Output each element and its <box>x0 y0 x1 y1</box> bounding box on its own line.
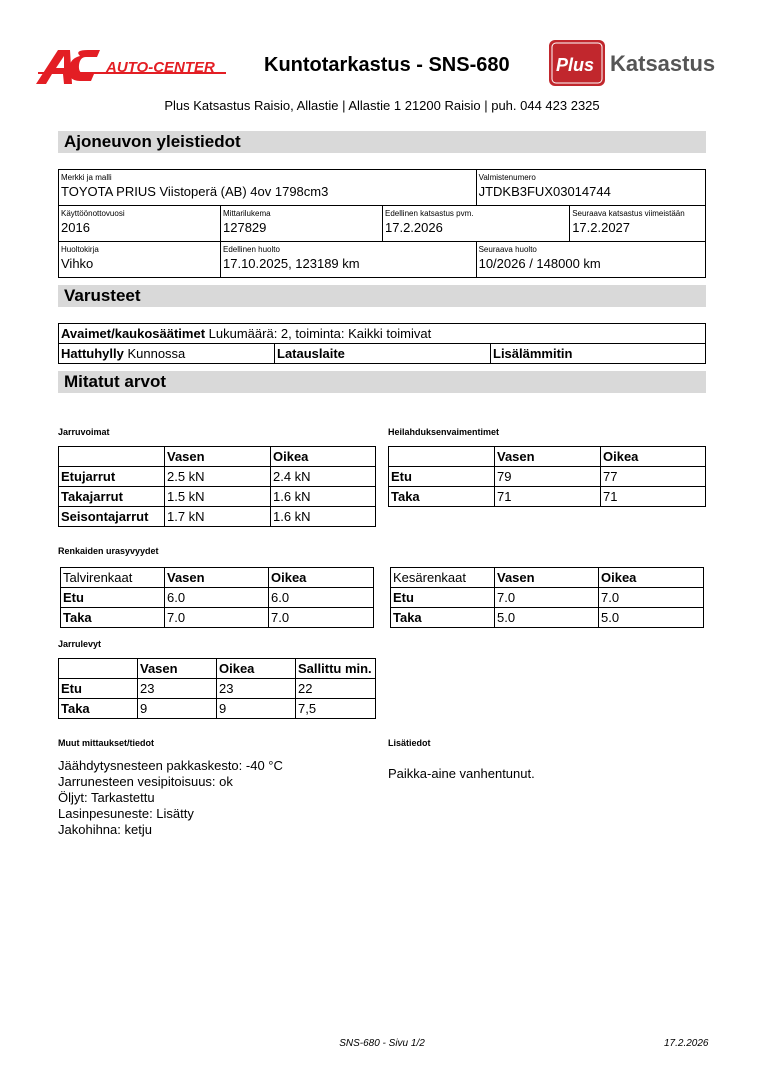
section-title-general: Ajoneuvon yleistiedot <box>58 131 706 153</box>
table-row: Takajarrut 1.5 kN 1.6 kN <box>59 487 376 507</box>
last-inspection-value: 17.2.2026 <box>385 220 443 235</box>
year-value: 2016 <box>61 220 90 235</box>
general-info-table <box>58 169 706 278</box>
list-item: Öljyt: Tarkastettu <box>58 790 155 805</box>
next-service-label: Seuraava huolto <box>478 245 537 254</box>
list-item: Jarrunesteen vesipitoisuus: ok <box>58 774 233 789</box>
cell-service-book <box>59 242 221 278</box>
summer-col-right: Oikea <box>599 568 704 588</box>
charger-cell <box>275 344 491 364</box>
tires-title: Renkaiden urasyvyydet <box>58 546 159 556</box>
keys-value: Lukumäärä: 2, toiminta: Kaikki toimivat <box>208 326 432 341</box>
other-list <box>58 758 283 838</box>
next-service-value: 10/2026 / 148000 km <box>478 256 601 271</box>
shocks-col-right: Oikea <box>601 447 706 467</box>
odometer-value: 127829 <box>223 220 267 235</box>
cell-next-service <box>476 242 705 278</box>
table-row: Taka 5.0 5.0 <box>391 608 704 628</box>
shocks-col-left: Vasen <box>495 447 601 467</box>
cell-next-inspection <box>570 206 706 242</box>
table-row: Taka 71 71 <box>389 487 706 507</box>
service-book-value: Vihko <box>61 256 94 271</box>
cell-last-inspection <box>383 206 570 242</box>
table-row: Etu 6.0 6.0 <box>61 588 374 608</box>
winter-tires-table <box>60 567 374 628</box>
plus-katsastus-logo <box>548 38 728 90</box>
year-label: Käyttöönottovuosi <box>61 209 125 218</box>
vin-label: Valmistenumero <box>478 173 536 182</box>
shelf-label: Hattuhylly <box>61 346 124 361</box>
brakes-table <box>58 446 376 527</box>
table-row: Etu 79 77 <box>389 467 706 487</box>
shocks-table <box>388 446 706 507</box>
next-inspection-label: Seuraava katsastus viimeistään <box>572 209 685 218</box>
summer-col-left: Vasen <box>495 568 599 588</box>
odometer-label: Mittarilukema <box>223 209 271 218</box>
next-inspection-value: 17.2.2027 <box>572 220 631 235</box>
list-item: Jäähdytysnesteen pakkaskesto: -40 °C <box>58 758 283 773</box>
other-title: Muut mittaukset/tiedot <box>58 738 154 748</box>
make-label: Merkki ja malli <box>61 173 112 182</box>
cell-make <box>59 170 477 206</box>
shelf-value: Kunnossa <box>127 346 186 361</box>
list-item: Lasinpesuneste: Lisätty <box>58 806 194 821</box>
discs-title: Jarrulevyt <box>58 639 102 649</box>
brakes-col-right: Oikea <box>271 447 376 467</box>
winter-col-right: Oikea <box>269 568 374 588</box>
table-row: Seisontajarrut 1.7 kN 1.6 kN <box>59 507 376 527</box>
keys-cell <box>59 324 706 344</box>
auto-center-logo-text: AUTO-CENTER <box>106 59 215 76</box>
discs-col-min: Sallittu min. <box>296 659 376 679</box>
last-service-value: 17.10.2025, 123189 km <box>223 256 360 271</box>
discs-col-left: Vasen <box>138 659 217 679</box>
section-title-equipment: Varusteet <box>58 285 706 307</box>
heater-label: Lisälämmitin <box>493 346 573 361</box>
table-row: Taka 7.0 7.0 <box>61 608 374 628</box>
brakes-col-left: Vasen <box>165 447 271 467</box>
shelf-cell <box>59 344 275 364</box>
heater-cell <box>491 344 706 364</box>
company-address: Plus Katsastus Raisio, Allastie | Allastie 1 21200 Raisio | puh. 044 423 2325 <box>164 98 600 113</box>
vin-value: JTDKB3FUX03014744 <box>478 184 611 199</box>
brakes-title: Jarruvoimat <box>58 427 110 437</box>
summer-tires-label: Kesärenkaat <box>391 568 495 588</box>
keys-label: Avaimet/kaukosäätimet <box>61 326 206 341</box>
page-title: Kuntotarkastus - SNS-680 <box>264 54 510 76</box>
discs-table <box>58 658 376 719</box>
cell-year <box>59 206 221 242</box>
extra-text: Paikka-aine vanhentunut. <box>388 766 535 781</box>
footer-page: SNS-680 - Sivu 1/2 <box>339 1038 425 1049</box>
katsastus-logo-text: Katsastus <box>610 51 716 76</box>
cell-last-service <box>221 242 477 278</box>
footer-date: 17.2.2026 <box>664 1038 709 1049</box>
cell-odometer <box>221 206 383 242</box>
shocks-title: Heilahduksenvaimentimet <box>388 427 500 437</box>
summer-tires-table <box>390 567 704 628</box>
table-row: Etujarrut 2.5 kN 2.4 kN <box>59 467 376 487</box>
table-row: Etu 7.0 7.0 <box>391 588 704 608</box>
make-value: TOYOTA PRIUS Viistoperä (AB) 4ov 1798cm3 <box>61 184 329 199</box>
winter-col-left: Vasen <box>165 568 269 588</box>
table-row: Taka 9 9 7,5 <box>59 699 376 719</box>
cell-vin <box>476 170 705 206</box>
auto-center-logo <box>36 46 226 86</box>
list-item: Jakohihna: ketju <box>58 822 152 837</box>
last-inspection-label: Edellinen katsastus pvm. <box>385 209 474 218</box>
discs-col-right: Oikea <box>217 659 296 679</box>
section-title-measured: Mitatut arvot <box>58 371 706 393</box>
extra-title: Lisätiedot <box>388 738 431 748</box>
service-book-label: Huoltokirja <box>61 245 99 254</box>
last-service-label: Edellinen huolto <box>223 245 280 254</box>
charger-label: Latauslaite <box>277 346 345 361</box>
equipment-table <box>58 323 706 364</box>
plus-badge-text: Plus <box>556 55 595 75</box>
winter-tires-label: Talvirenkaat <box>61 568 165 588</box>
table-row: Etu 23 23 22 <box>59 679 376 699</box>
